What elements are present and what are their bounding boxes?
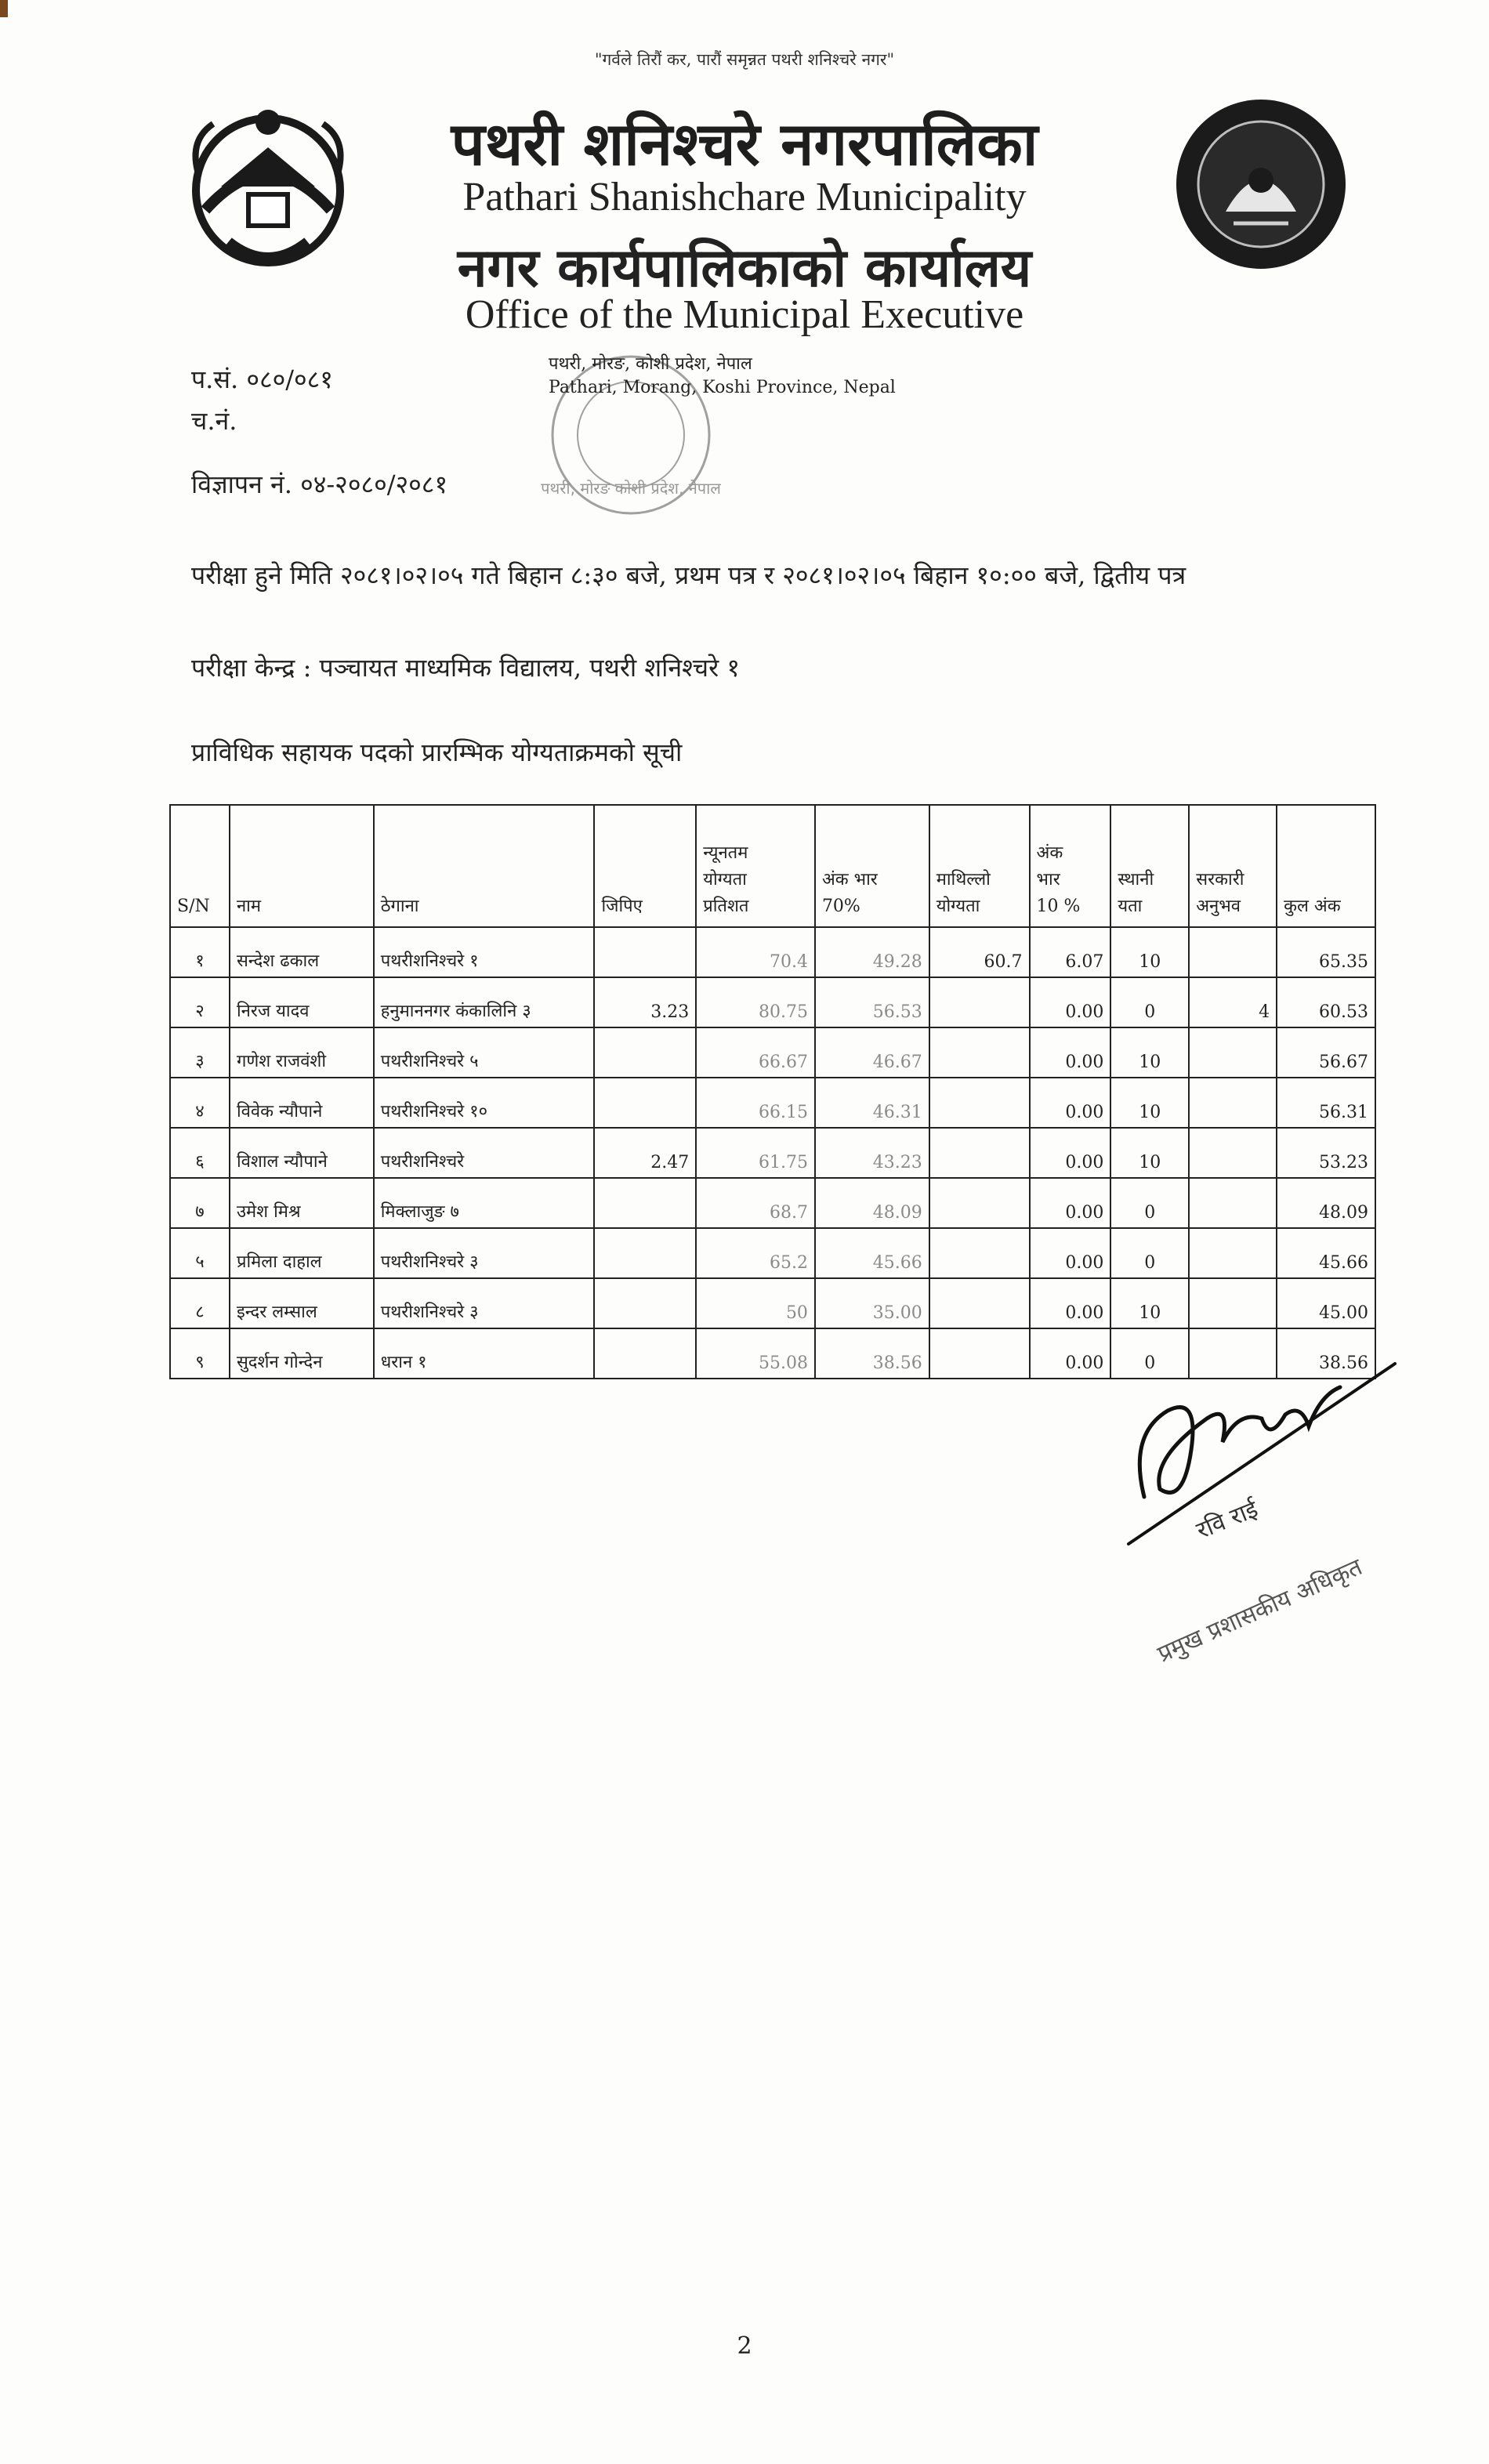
cell-gpa: 2.47 (594, 1128, 696, 1178)
cell-weight10: 0.00 (1030, 1228, 1111, 1278)
header-address: ठेगाना (374, 805, 595, 927)
cell-name: गणेश राजवंशी (230, 1027, 374, 1078)
cell-gpa (594, 1328, 696, 1379)
cell-gpa (594, 1178, 696, 1228)
cell-address: मिक्लाजुङ ७ (374, 1178, 595, 1228)
cell-higher (929, 1228, 1030, 1278)
cell-address: पथरीशनिश्चरे ३ (374, 1228, 595, 1278)
notice-number: विज्ञापन नं. ०४-२०८०/२०८१ (191, 469, 448, 499)
cell-higher (929, 1278, 1030, 1328)
cell-name: सुदर्शन गोन्देन (230, 1328, 374, 1379)
merit-list-table (169, 804, 1376, 1379)
cell-govt (1189, 927, 1277, 977)
cell-weight10: 0.00 (1030, 1328, 1111, 1379)
corner-mark (0, 0, 8, 17)
header-higher-qualification: माथिल्लो योग्यता (929, 805, 1030, 927)
cell-higher (929, 1178, 1030, 1228)
title-nepali: पथरी शनिश्चरे नगरपालिका (451, 109, 1038, 179)
cell-name: प्रमिला दाहाल (230, 1228, 374, 1278)
cell-govt (1189, 1128, 1277, 1178)
cell-min-pct: 66.15 (696, 1078, 815, 1128)
cell-weight10: 0.00 (1030, 1027, 1111, 1078)
table-header-row (170, 805, 1375, 927)
cell-weight70: 45.66 (815, 1228, 929, 1278)
table-row (170, 1228, 1375, 1278)
header-local-residency: स्थानी यता (1110, 805, 1189, 927)
cell-min-pct: 55.08 (696, 1328, 815, 1379)
table-row (170, 927, 1375, 977)
cell-sn: ९ (170, 1328, 230, 1379)
cell-local: 10 (1110, 1278, 1189, 1328)
cell-sn: ३ (170, 1027, 230, 1078)
signatory-title: प्रमुख प्रशासकीय अधिकृत (1154, 1553, 1367, 1669)
title-english: Pathari Shanishchare Municipality (462, 175, 1027, 219)
cell-total: 65.35 (1277, 927, 1375, 977)
cell-higher (929, 1027, 1030, 1078)
cell-local: 10 (1110, 1027, 1189, 1078)
exam-center-line: परीक्षा केन्द्र : पञ्चायत माध्यमिक विद्यालय, पथरी शनिश्चरे १ (191, 653, 740, 683)
cell-weight70: 38.56 (815, 1328, 929, 1379)
signatory-name: रवि राई (1192, 1495, 1263, 1545)
dispatch-number: च.नं. (191, 406, 237, 436)
cell-gpa (594, 1027, 696, 1078)
cell-local: 10 (1110, 927, 1189, 977)
cell-address: पथरीशनिश्चरे (374, 1128, 595, 1178)
office-title-english: Office of the Municipal Executive (465, 292, 1024, 337)
cell-govt (1189, 1278, 1277, 1328)
cell-weight70: 43.23 (815, 1128, 929, 1178)
cell-total: 48.09 (1277, 1178, 1375, 1228)
cell-name: उमेश मिश्र (230, 1178, 374, 1228)
table-row (170, 1078, 1375, 1128)
cell-total: 45.00 (1277, 1278, 1375, 1328)
cell-sn: ७ (170, 1178, 230, 1228)
cell-address: पथरीशनिश्चरे ५ (374, 1027, 595, 1078)
cell-total: 53.23 (1277, 1128, 1375, 1178)
cell-min-pct: 50 (696, 1278, 815, 1328)
cell-local: 0 (1110, 1328, 1189, 1379)
cell-total: 60.53 (1277, 977, 1375, 1027)
cell-min-pct: 61.75 (696, 1128, 815, 1178)
cell-local: 0 (1110, 977, 1189, 1027)
table-row (170, 977, 1375, 1027)
cell-sn: १ (170, 927, 230, 977)
reference-number: प.सं. ०८०/०८१ (191, 364, 333, 394)
header-govt-experience: सरकारी अनुभव (1189, 805, 1277, 927)
cell-weight70: 56.53 (815, 977, 929, 1027)
cell-gpa (594, 927, 696, 977)
cell-address: हनुमाननगर कंकालिनि ३ (374, 977, 595, 1027)
cell-sn: ६ (170, 1128, 230, 1178)
exam-date-line: परीक्षा हुने मिति २०८१।०२।०५ गते बिहान ८:३० बजे, प्रथम पत्र र २०८१।०२।०५ बिहान १०:०० बजे, द्वितीय पत्र (191, 560, 1186, 590)
cell-min-pct: 65.2 (696, 1228, 815, 1278)
office-address (549, 353, 896, 400)
cell-name: इन्दर लम्साल (230, 1278, 374, 1328)
cell-gpa (594, 1228, 696, 1278)
cell-weight70: 35.00 (815, 1278, 929, 1328)
cell-name: निरज यादव (230, 977, 374, 1027)
table-row (170, 1178, 1375, 1228)
table-row (170, 1278, 1375, 1328)
cell-total: 56.67 (1277, 1027, 1375, 1078)
header-gpa: जिपिए (594, 805, 696, 927)
page-number: 2 (737, 2332, 752, 2360)
header-sn: S/N (170, 805, 230, 927)
cell-weight10: 0.00 (1030, 1128, 1111, 1178)
cell-higher (929, 1328, 1030, 1379)
cell-govt: 4 (1189, 977, 1277, 1027)
cell-higher (929, 1078, 1030, 1128)
cell-govt (1189, 1228, 1277, 1278)
cell-govt (1189, 1078, 1277, 1128)
cell-total: 56.31 (1277, 1078, 1375, 1128)
cell-gpa: 3.23 (594, 977, 696, 1027)
cell-weight70: 46.31 (815, 1078, 929, 1128)
municipality-motto: "गर्वले तिरौं कर, पारौं समृन्नत पथरी शनिश्चरे नगर" (594, 50, 895, 69)
cell-address: पथरीशनिश्चरे १ (374, 927, 595, 977)
cell-gpa (594, 1078, 696, 1128)
header-total: कुल अंक (1277, 805, 1375, 927)
cell-min-pct: 66.67 (696, 1027, 815, 1078)
cell-weight10: 0.00 (1030, 1178, 1111, 1228)
cell-weight70: 48.09 (815, 1178, 929, 1228)
cell-address: पथरीशनिश्चरे १० (374, 1078, 595, 1128)
cell-total: 45.66 (1277, 1228, 1375, 1278)
cell-name: विशाल न्यौपाने (230, 1128, 374, 1178)
cell-weight70: 49.28 (815, 927, 929, 977)
cell-weight10: 0.00 (1030, 1278, 1111, 1328)
header-min-qualification: न्यूनतम योग्यता प्रतिशत (696, 805, 815, 927)
cell-name: विवेक न्यौपाने (230, 1078, 374, 1128)
cell-min-pct: 70.4 (696, 927, 815, 977)
cell-address: धरान १ (374, 1328, 595, 1379)
list-title: प्राविधिक सहायक पदको प्रारम्भिक योग्यताक्रमको सूची (191, 737, 683, 767)
stamp-text: पथरी, मोरङ कोशी प्रदेश, नेपाल (541, 479, 721, 498)
cell-local: 10 (1110, 1078, 1189, 1128)
header-name: नाम (230, 805, 374, 927)
cell-min-pct: 68.7 (696, 1178, 815, 1228)
table-row (170, 1027, 1375, 1078)
cell-local: 0 (1110, 1228, 1189, 1278)
cell-sn: ५ (170, 1228, 230, 1278)
cell-govt (1189, 1027, 1277, 1078)
address-nepali: पथरी, मोरङ, कोशी प्रदेश, नेपाल (549, 354, 752, 374)
cell-sn: ८ (170, 1278, 230, 1328)
cell-gpa (594, 1278, 696, 1328)
cell-higher (929, 977, 1030, 1027)
table-row (170, 1128, 1375, 1178)
cell-name: सन्देश ढकाल (230, 927, 374, 977)
office-title-nepali: नगर कार्यपालिकाको कार्यालय (457, 237, 1032, 299)
address-english: Pathari, Morang, Koshi Province, Nepal (549, 378, 896, 397)
cell-higher (929, 1128, 1030, 1178)
cell-local: 10 (1110, 1128, 1189, 1178)
cell-weight10: 0.00 (1030, 1078, 1111, 1128)
cell-min-pct: 80.75 (696, 977, 815, 1027)
cell-sn: ४ (170, 1078, 230, 1128)
cell-govt (1189, 1178, 1277, 1228)
cell-weight10: 0.00 (1030, 977, 1111, 1027)
cell-higher: 60.7 (929, 927, 1030, 977)
cell-weight10: 6.07 (1030, 927, 1111, 977)
cell-weight70: 46.67 (815, 1027, 929, 1078)
header-weight-70: अंक भार 70% (815, 805, 929, 927)
cell-total: 38.56 (1277, 1328, 1375, 1379)
cell-sn: २ (170, 977, 230, 1027)
cell-local: 0 (1110, 1178, 1189, 1228)
header-weight-10: अंक भार 10 % (1030, 805, 1111, 927)
cell-address: पथरीशनिश्चरे ३ (374, 1278, 595, 1328)
